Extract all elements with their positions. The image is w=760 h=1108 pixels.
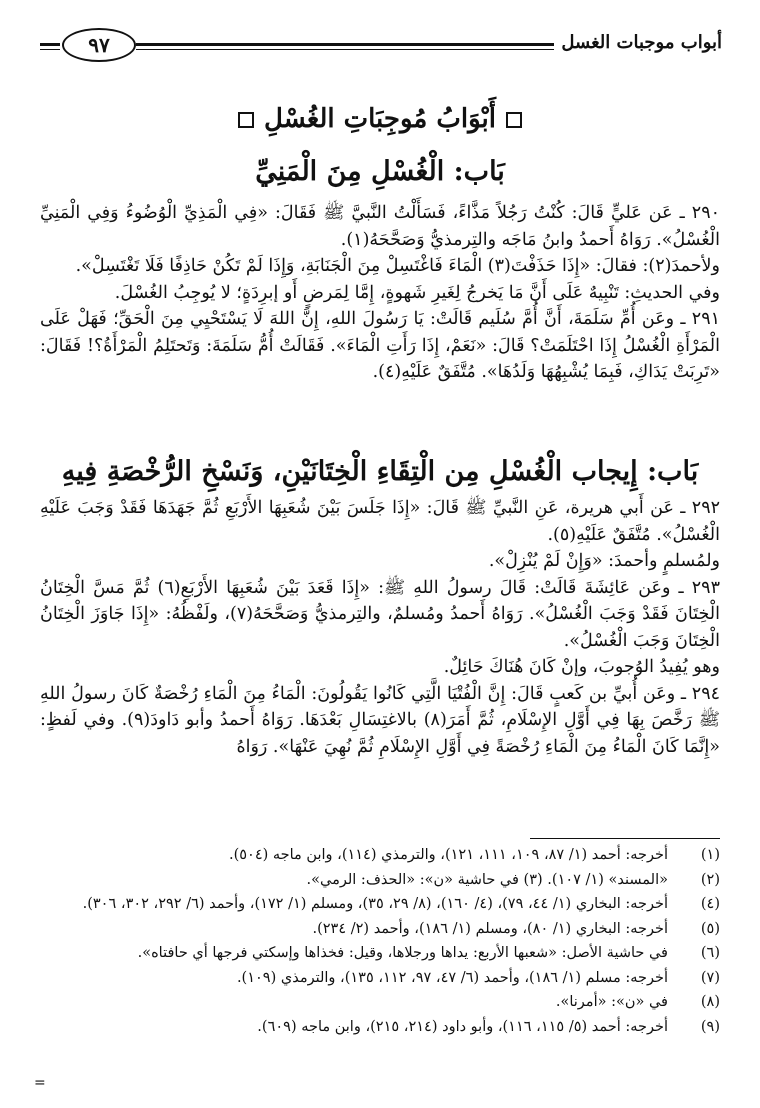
running-header — [40, 28, 722, 72]
hadith-paragraph: ولمُسلمٍ وأحمدَ: «وَإِنْ لَمْ يُنْزِلْ». — [488, 551, 720, 571]
footnote-text: أخرجه: البخاري (١/ ٤٤، ٧٩)، (٤/ ١٦٠)، (٨/ ٢٩، ٣٥)، ومسلم (١/ ١٧٢)، وأحمد (٦/ ٢٩٢، ٣٠٢، ٣٠٦). — [82, 896, 668, 912]
footnote-text: أخرجه: أحمد (١/ ٨٧، ١٠٩، ١١١، ١٢١)، والترمذي (١١٤)، وابن ماجه (٥٠٤). — [228, 847, 668, 863]
hadith-paragraph: ٢٩٠ ـ عَن عَليٍّ قَالَ: كُنْتُ رَجُلاً مَذَّاءً، فَسَأَلْتُ النَّبيَّ ﷺ فَقَالَ: «فِي الْمَذِيِّ الْوُضُوءُ وَفِي الْمَنِيِّ الْغُسْلُ». رَوَاهُ أَحمدُ وابنُ مَاجَه والتِرمذيُّ وَصَحَّحَهُ(١). — [40, 203, 720, 250]
section-body — [40, 200, 720, 386]
footnote-number: (٧) — [700, 969, 720, 986]
footnote — [40, 990, 720, 1015]
footnotes — [40, 843, 720, 1039]
hadith-paragraph: ٢٩١ ـ وعَن أُمِّ سَلَمَةَ، أَنَّ أُمَّ سُلَيم قَالَتْ: يَا رَسُولَ اللهِ، إِنَّ اللهَ لَا يَسْتَحْيِي مِنَ الْحَقِّ؛ فَهَلْ عَلَى الْمَرْأَةِ الْغُسْلُ إِذَا احْتَلَمَتْ؟ قَالَ: «نَعَمْ، إِذَا رَأَتِ الْمَاءَ». فَقَالَتْ أُمُّ سَلَمَةَ: وَتَحتَلِمُ الْمَرْأَةُ؟! فَقَالَ: «تَرِبَتْ يَدَاكِ، فَبِمَا يُشْبِهُهَا وَلَدُهَا». مُتَّفَقٌ عَلَيْهِ(٤). — [40, 309, 720, 382]
commentary-paragraph: وفي الحديثِ: تَنْبِيهٌ عَلَى أَنَّ مَا يَخرجُ لِغَيرِ شَهوةٍ، إِمَّا لِمَرضٍ أَو إبرِدَةٍ؛ لا يُوجِبُ الغُسْلَ. — [114, 282, 720, 303]
section-body — [40, 495, 720, 760]
chapter-title — [0, 104, 760, 134]
hadith-paragraph: ٢٩٣ ـ وعَن عَائِشَةَ قَالَتْ: قَالَ رسولُ اللهِ ﷺ: «إِذَا قَعَدَ بَيْنَ شُعَبِهَا الأَرْبَعِ(٦) ثُمَّ مَسَّ الْخِتَانُ الْخِتَانَ فَقَدْ وَجَبَ الْغُسْلُ». رَوَاهُ أَحمدُ ومُسلمٌ، والتِرمذيُّ وَصَحَّحَهُ(٧)، ولَفْظُهُ: «إِذَا جَاوَزَ الْخِتَانُ الْخِتَانَ وَجَبَ الْغُسْلُ». — [40, 577, 720, 651]
page-number: ٩٧ — [62, 28, 136, 62]
footnote — [40, 868, 720, 893]
footnote-text: أخرجه: مسلم (١/ ١٨٦)، وأحمد (٦/ ٤٧، ٩٧، ١١٢، ١٣٥)، والترمذي (١٠٩). — [236, 969, 668, 986]
footnote-number: (١) — [700, 847, 720, 863]
running-title: أبواب موجبات الغسل — [561, 32, 722, 53]
footnote — [40, 966, 720, 991]
hadith-paragraph: ولأحمدَ(٢): فقالَ: «إِذَا حَذَفْتَ(٣) الْمَاءَ فَاغْتَسِلْ مِنَ الْجَنَابَةِ، وَإِذَا لَمْ تَكُنْ حَاذِفًا فَلَا تَغْتَسِلْ». — [75, 256, 720, 276]
footnote — [40, 1015, 720, 1040]
square-ornament-icon — [506, 112, 522, 128]
footnote-number: (٨) — [700, 994, 720, 1010]
margin-mark: = — [34, 1075, 46, 1091]
footnote-number: (٦) — [700, 945, 720, 961]
chapter-title-text: أَبْوَابُ مُوجِبَاتِ الغُسْلِ — [264, 104, 496, 134]
footnote-text: أخرجه: البخاري (١/ ٨٠)، ومسلم (١/ ١٨٦)، وأحمد (٢/ ٢٣٤). — [312, 920, 668, 937]
square-ornament-icon — [238, 112, 254, 128]
footnote — [40, 917, 720, 942]
header-rule — [136, 43, 554, 50]
footnote-separator — [530, 838, 720, 839]
footnote-text: أخرجه: أحمد (٥/ ١١٥، ١١٦)، وأبو داود (٢١٤، ٢١٥)، وابن ماجه (٦٠٩). — [257, 1018, 668, 1035]
section-title: بَاب: الْغُسْلِ مِنَ الْمَنِيِّ — [255, 156, 505, 187]
commentary-paragraph: وهو يُفِيدُ الوُجوبَ، وإنْ كَانَ هُنَاكَ حَائِلٌ. — [443, 657, 720, 677]
footnote — [40, 892, 720, 917]
footnote-text: «المسند» (١/ ١٠٧). (٣) في حاشية «ن»: «الحذف: الرمي». — [306, 871, 668, 888]
footnote-text: في «ن»: «أمرنا». — [555, 994, 668, 1010]
header-rule-end — [40, 43, 60, 50]
footnote — [40, 843, 720, 868]
footnote-number: (٩) — [700, 1018, 720, 1035]
footnote-number: (٢) — [700, 871, 720, 888]
footnote-number: (٤) — [700, 896, 720, 912]
footnote-text: في حاشية الأصل: «شعبها الأربع: يداها ورجلاها، وقيل: فخذاها وإسكتي فرجها أي حافتاه». — [137, 945, 668, 961]
footnote — [40, 941, 720, 966]
section-title: بَاب: إِيجاب الْغُسْلِ مِن الْتِقَاءِ الْخِتَانَيْنِ، وَنَسْخِ الرُّخْصَةِ فِيهِ — [61, 456, 699, 487]
hadith-paragraph: ٢٩٢ ـ عَن أَبي هريرة، عَنِ النَّبيِّ ﷺ قَالَ: «إِذَا جَلَسَ بَيْنَ شُعَبِهَا الأَرْبَعِ ثُمَّ جَهَدَهَا فَقَدْ وَجَبَ عَلَيْهِ الْغُسْلُ». مُتَّفَقٌ عَلَيْهِ(٥). — [40, 498, 720, 545]
hadith-paragraph: ٢٩٤ ـ وعَن أُبيِّ بن كَعبٍ قَالَ: إِنَّ الْفُتْيَا الَّتِي كَانُوا يَقُولُونَ: الْمَاءُ مِنَ الْمَاءِ رُخْصَةٌ كَانَ رسولُ اللهِ ﷺ رَخَّصَ بِهَا فِي أَوَّلِ الإِسْلَامِ، ثُمَّ أَمَرَ(٨) بالاغتِسَالِ بَعْدَهَا. رَوَاهُ أَحمدُ وأبو دَاودَ(٩). وفي لَفظٍ: «إِنَّمَا كَانَ الْمَاءُ مِنَ الْمَاءِ رُخْصَةً فِي أَوَّلِ الإِسْلَامِ ثُمَّ نُهِيَ عَنْهَا». رَوَاهُ — [40, 683, 720, 757]
footnote-number: (٥) — [700, 920, 720, 937]
